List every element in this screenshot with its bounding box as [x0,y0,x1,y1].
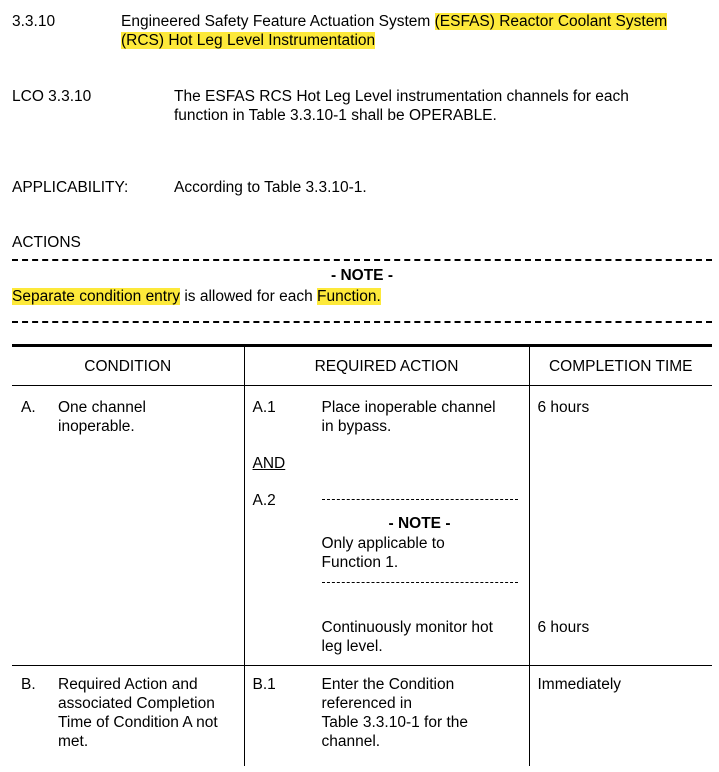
a2-note-text [322,534,445,572]
header-completion-time: COMPLETION TIME [529,346,712,386]
row-a-action-cell [244,386,529,666]
row-b-condition-line3: Time of Condition A not [58,714,218,731]
lco-text-line1: The ESFAS RCS Hot Leg Level instrumentation channels for each [174,88,629,105]
section-title [121,12,711,50]
action-a2-line2: leg level. [321,638,383,655]
actions-label: ACTIONS [12,234,81,251]
note-text [12,287,381,306]
row-b-condition-line2: associated Completion [58,695,215,712]
action-a1-text [322,398,496,436]
row-a-letter: A. [21,399,36,416]
note-separator-bottom [12,321,712,323]
row-a-condition-line2: inoperable. [58,418,135,435]
note-text-middle: is allowed for each [180,288,318,305]
action-a1-time: 6 hours [537,399,590,416]
a2-note-block [322,499,518,500]
note-separator-top [12,259,712,261]
row-a-condition-cell [12,386,244,666]
table-row-b [12,666,712,767]
row-b-condition [58,675,218,751]
section-number: 3.3.10 [12,13,56,30]
row-a-condition [58,398,146,436]
note-highlight-separate-entry: Separate condition entry [12,288,181,305]
action-a1-line1: Place inoperable channel [321,399,496,416]
action-a2-id: A.2 [252,492,276,509]
row-b-letter: B. [21,676,36,693]
action-a2-time: 6 hours [537,619,590,636]
row-a-time-cell [529,386,712,666]
section-title-part1: Engineered Safety Feature Actuation System [121,13,435,30]
action-b1-line1: Enter the Condition [321,676,455,693]
actions-table [12,344,712,766]
row-b-condition-line4: met. [58,733,89,750]
row-b-condition-cell [12,666,244,767]
section-title-highlight1: (ESFAS) Reactor Coolant System [434,13,668,30]
action-b1-line3: Table 3.3.10-1 for the [321,714,468,731]
row-a-condition-line1: One channel [58,399,146,416]
row-b-action-cell [244,666,529,767]
and-connector: AND [252,455,286,472]
section-title-highlight2: (RCS) Hot Leg Level Instrumentation [121,32,376,49]
a2-note-separator-top [322,499,518,500]
note-highlight-function: Function. [317,288,381,305]
lco-label: LCO 3.3.10 [12,88,92,105]
action-a1-line2: in bypass. [321,418,392,435]
a2-note-title: - NOTE - [388,515,451,532]
action-b1-text [322,675,469,751]
note-title: - NOTE - [331,267,393,284]
header-condition: CONDITION [12,346,244,386]
applicability-text: According to Table 3.3.10-1. [174,179,367,196]
row-b-condition-line1: Required Action and [58,676,198,693]
action-b1-time: Immediately [537,676,622,693]
applicability-label: APPLICABILITY: [12,179,129,196]
table-row-a [12,386,712,666]
lco-text-line2: function in Table 3.3.10-1 shall be OPERABLE. [174,107,497,124]
a2-note-line1: Only applicable to [321,535,445,552]
action-b1-id: B.1 [252,676,276,693]
action-b1-line2: referenced in [321,695,412,712]
header-required-action: REQUIRED ACTION [244,346,529,386]
action-a2-text [322,618,493,656]
action-b1-line4: channel. [321,733,381,750]
row-b-time-cell [529,666,712,767]
action-a2-line1: Continuously monitor hot [321,619,493,636]
a2-note-separator-bottom [322,582,518,583]
action-a1-id: A.1 [252,399,276,416]
a2-note-line2: Function 1. [321,554,399,571]
table-header-row [12,346,712,386]
lco-text [174,87,704,125]
a2-note-separator-wrap [322,582,518,583]
